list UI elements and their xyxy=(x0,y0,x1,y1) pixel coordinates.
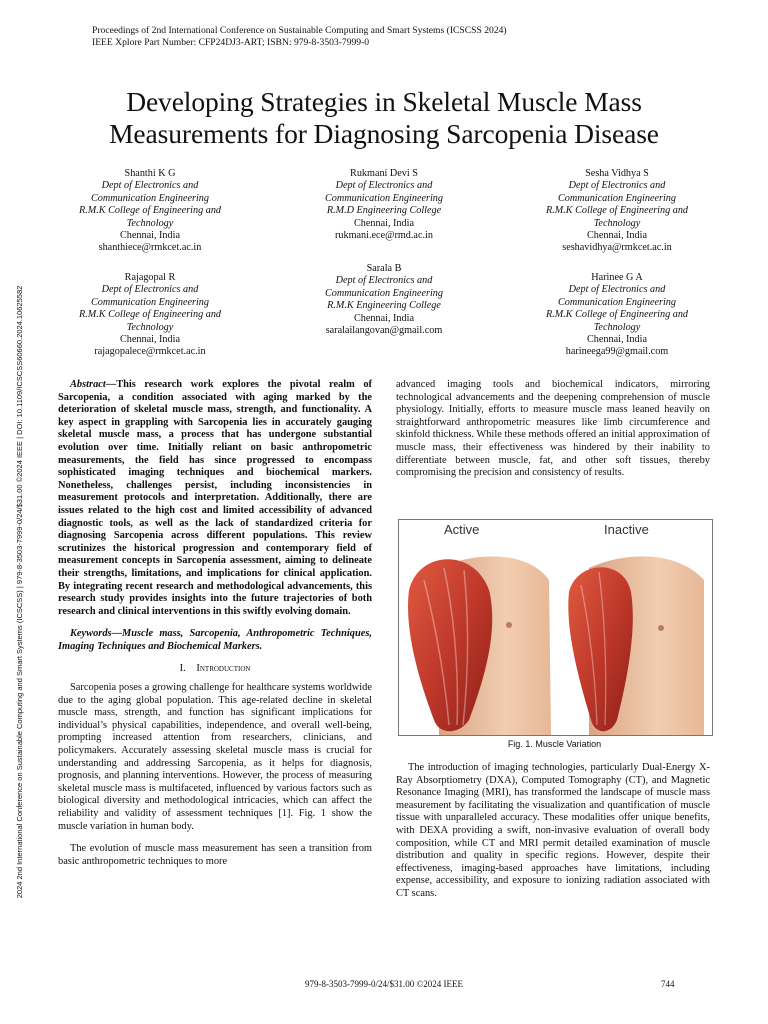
author-institution: Technology xyxy=(126,217,174,229)
author-institution: Technology xyxy=(593,321,641,333)
body-paragraph: The introduction of imaging technologies, particularly Dual-Energy X-Ray Absorptiometry (DXA), Computed Tomography (CT), and Magnetic Resonance Imaging (MRI), has transformed the landscape of muscle mass measurement by facilitating the visualization and quantification of muscle tissue with unparalleled accuracy. These modalities offer unique benefits, with DEXA providing a swift, non-invasive evaluation of overall body composition, while CT and MRI permit detailed examination of muscle distribution and quality in specific regions. However, despite their effectiveness, imaging-based approaches have limitations, including expense, accessibility, and exposure to ionizing radiation associated with CT scans. xyxy=(396,762,710,899)
inactive-nipple xyxy=(658,625,664,631)
section-heading xyxy=(58,663,372,676)
author-dept: Communication Engineering xyxy=(325,287,443,299)
author-dept: Dept of Electronics and xyxy=(335,180,433,192)
author-institution: R.M.D Engineering College xyxy=(326,205,442,217)
body-paragraph: advanced imaging tools and biochemical indicators, mirroring technological advancements and the deepening comprehension of muscle physiology. Initially, efforts to measure muscle mass leaned heavily on straightforward anthropometric measures like limb circumference and skinfold thickness. While these methods offered an initial approximation of muscle mass, their effectiveness was hindered by their inability to differentiate between muscle, fat, and other soft tissues, thereby compromising the precision and consistency of results. xyxy=(396,379,710,479)
author-name: Shanthi K G xyxy=(124,168,176,179)
author-dept: Dept of Electronics and xyxy=(335,275,433,287)
author-dept: Communication Engineering xyxy=(558,192,676,204)
title-line-1: Developing Strategies in Skeletal Muscle Mass xyxy=(126,86,642,117)
author-block xyxy=(294,168,474,242)
author-email[interactable]: seshavidhya@rmkcet.ac.in xyxy=(562,242,672,254)
author-email[interactable]: shanthiece@rmkcet.ac.in xyxy=(98,242,202,254)
author-email[interactable]: rajagopalece@rmkcet.ac.in xyxy=(94,346,206,358)
author-dept: Dept of Electronics and xyxy=(101,180,199,192)
author-city: Chennai, India xyxy=(587,230,647,242)
active-nipple xyxy=(506,622,512,628)
right-column-top xyxy=(396,379,710,480)
author-name: Harinee G A xyxy=(591,272,643,283)
author-city: Chennai, India xyxy=(587,334,647,346)
author-email[interactable]: saralailangovan@gmail.com xyxy=(325,325,443,337)
section-title: Introduction xyxy=(196,663,251,675)
right-column-bottom xyxy=(396,762,710,901)
author-block xyxy=(527,168,707,255)
muscle-illustration xyxy=(399,520,712,735)
author-city: Chennai, India xyxy=(120,334,180,346)
author-dept: Dept of Electronics and xyxy=(568,284,666,296)
author-block xyxy=(294,263,474,337)
author-dept: Communication Engineering xyxy=(91,192,209,204)
page-number: 744 xyxy=(661,979,675,989)
running-header xyxy=(92,25,507,49)
header-line-1: Proceedings of 2nd International Conference on Sustainable Computing and Smart Systems (ICSCSS 2024) xyxy=(92,25,507,36)
author-institution: R.M.K Engineering College xyxy=(327,300,441,312)
side-doi-text: 2024 2nd International Conference on Sustainable Computing and Smart Systems (ICSCSS) | 979-8-3503-7999-0/24/$31.00 ©2024 IEEE | DOI: 10.1109/ICSCSS60660.2024.10625582 xyxy=(15,285,24,899)
author-email[interactable]: rukmani.ece@rmd.ac.in xyxy=(335,230,433,242)
body-paragraph: Sarcopenia poses a growing challenge for healthcare systems worldwide due to the aging global population. This age-related decline in skeletal muscle mass, strength, and function has significant implications for individual’s physical capabilities, independence, and overall well-being, prompting increased attention from researchers, clinicians, and policymakers. Accurately assessing skeletal muscle mass is crucial for understanding and addressing Sarcopenia, as it helps for diagnosis, prognosis, and planning interventions. However, the process of measuring skeletal muscle mass is multifaceted, influenced by various factors such as biological diversity and methodological intricacies, which can affect the reliability and validity of assessment techniques [1]. Fig. 1 show the muscle variation in human body. xyxy=(58,682,372,832)
author-city: Chennai, India xyxy=(354,312,414,324)
author-institution: Technology xyxy=(593,217,641,229)
section-number: I. xyxy=(179,663,186,675)
author-city: Chennai, India xyxy=(120,230,180,242)
author-institution: R.M.K College of Engineering and xyxy=(78,309,222,321)
figure-muscle-variation xyxy=(398,519,713,736)
left-column xyxy=(58,379,372,868)
author-institution: R.M.K College of Engineering and xyxy=(545,309,689,321)
title-line-2: Measurements for Diagnosing Sarcopenia Disease xyxy=(109,118,659,149)
keywords: Keywords—Muscle mass, Sarcopenia, Anthropometric Techniques, Imaging Techniques and Biochemical Markers. xyxy=(58,628,372,652)
author-name: Sarala B xyxy=(366,263,402,274)
author-institution: Technology xyxy=(126,321,174,333)
author-dept: Communication Engineering xyxy=(325,192,443,204)
abstract-text: —This research work explores the pivotal realm of Sarcopenia, a condition associated with aging marked by the deterioration of skeletal muscle mass, strength, and functionality. A key aspect in grappling with Sarcopenia lies in accurately gauging skeletal muscle mass, a process that has undergone substantial evolution over time. Initially reliant on basic anthropometric measurements, the field has since progressed to encompass sophisticated imaging techniques and biochemical markers. Nonetheless, challenges persist, including inconsistencies in measurement protocols and interpretation. Additionally, there are issues related to the high cost and limited accessibility of advanced diagnostic tools, as well as the lack of standardized criteria for diagnosing Sarcopenia across different populations. This review scrutinizes the historical progression and contemporary field of measurement concepts in Sarcopenia assessment, aiming to delineate their strengths, limitations, and implications for clinical application. By integrating recent research and methodological advancements, this research study provides insights into the future trajectories of both research and clinical interventions in this swiftly evolving domain. xyxy=(58,379,372,617)
footer-copyright: 979-8-3503-7999-0/24/$31.00 ©2024 IEEE xyxy=(304,979,464,989)
author-block xyxy=(60,168,240,255)
author-dept: Communication Engineering xyxy=(558,296,676,308)
author-institution: R.M.K College of Engineering and xyxy=(78,205,222,217)
author-email[interactable]: harineega99@gmail.com xyxy=(565,346,669,358)
label-inactive: Inactive xyxy=(604,522,649,537)
header-line-2: IEEE Xplore Part Number: CFP24DJ3-ART; ISBN: 979-8-3503-7999-0 xyxy=(92,37,370,48)
label-active: Active xyxy=(444,522,480,537)
abstract-label: Abstract xyxy=(70,379,106,390)
author-name: Rukmani Devi S xyxy=(350,168,418,179)
author-dept: Dept of Electronics and xyxy=(568,180,666,192)
body-paragraph: The evolution of muscle mass measurement has seen a transition from basic anthropometric techniques to more xyxy=(58,843,372,867)
figure-caption: Fig. 1. Muscle Variation xyxy=(507,739,602,749)
author-name: Sesha Vidhya S xyxy=(585,168,649,179)
author-dept: Dept of Electronics and xyxy=(101,284,199,296)
author-block xyxy=(60,272,240,359)
paper-title xyxy=(40,86,728,150)
author-city: Chennai, India xyxy=(354,217,414,229)
author-name: Rajagopal R xyxy=(124,272,176,283)
author-institution: R.M.K College of Engineering and xyxy=(545,205,689,217)
author-dept: Communication Engineering xyxy=(91,296,209,308)
author-block xyxy=(527,272,707,359)
abstract xyxy=(58,379,372,618)
